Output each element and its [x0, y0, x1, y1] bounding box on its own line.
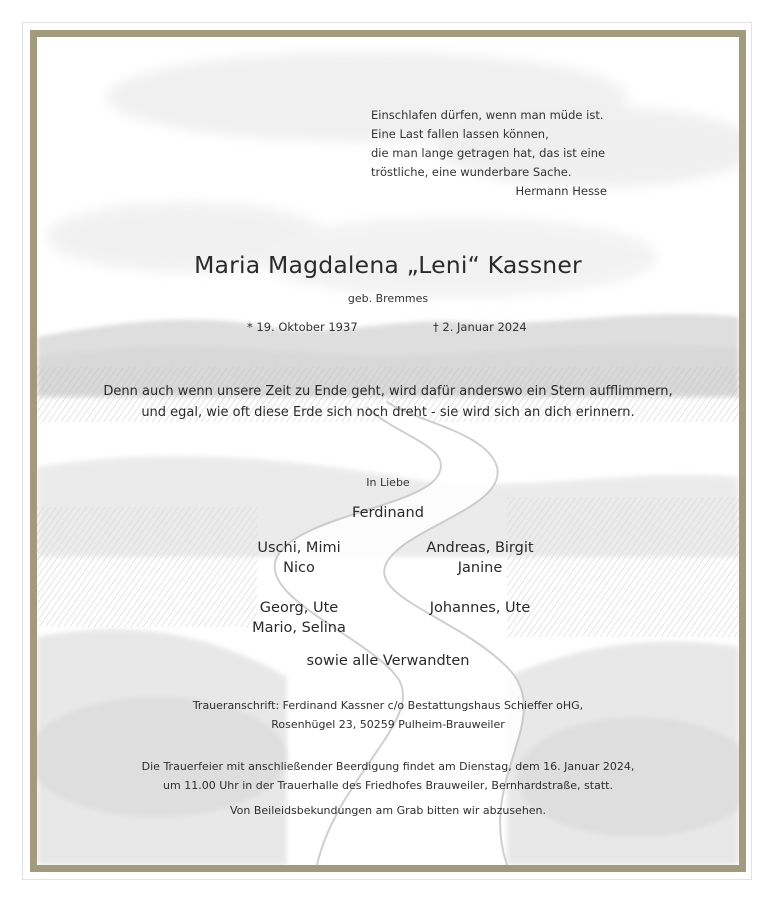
- ceremony-line: um 11.00 Uhr in der Trauerhalle des Friedhofes Brauweiler, Bernhardstraße, statt.: [163, 779, 613, 792]
- mourner-spouse: Ferdinand: [352, 505, 424, 521]
- mourner-name: Uschi, Mimi: [257, 540, 341, 556]
- poem-author: Hermann Hesse: [515, 184, 607, 198]
- mourner-name: Mario, Selina: [252, 620, 346, 636]
- mourner-name: Johannes, Ute: [429, 600, 531, 616]
- death-date: † 2. Januar 2024: [433, 320, 527, 334]
- verse-line: und egal, wie oft diese Erde sich noch dreht - sie wird sich an dich erinnern.: [141, 405, 635, 420]
- address-line: Rosenhügel 23, 50259 Pulheim-Brauweiler: [271, 718, 505, 731]
- mourner-name: Georg, Ute: [259, 600, 339, 616]
- poem-line: tröstliche, eine wunderbare Sache.: [371, 165, 572, 179]
- mourner-name: Andreas, Birgit: [426, 540, 534, 556]
- mourners-intro: In Liebe: [366, 476, 410, 489]
- poem-line: Eine Last fallen lassen können,: [371, 127, 549, 141]
- condolence-request: Von Beileidsbekundungen am Grab bitten wir abzusehen.: [229, 804, 547, 817]
- mourner-name: Janine: [457, 560, 503, 576]
- ceremony-line: Die Trauerfeier mit anschließender Beerdigung findet am Dienstag, dem 16. Januar 2024,: [141, 760, 635, 773]
- poem-line: die man lange getragen hat, das ist eine: [371, 146, 606, 160]
- birth-date: * 19. Oktober 1937: [247, 320, 358, 334]
- maiden-name: geb. Bremmes: [347, 292, 429, 305]
- mourners-relatives: sowie alle Verwandten: [306, 653, 470, 669]
- mourner-name: Nico: [283, 560, 315, 576]
- verse-line: Denn auch wenn unsere Zeit zu Ende geht, wird dafür anderswo ein Stern aufflimmern,: [103, 384, 673, 399]
- obituary-frame: [30, 30, 746, 872]
- address-line: Traueranschrift: Ferdinand Kassner c/o Bestattungshaus Schieffer oHG,: [192, 699, 584, 712]
- deceased-name: Maria Magdalena „Leni“ Kassner: [194, 251, 582, 279]
- poem-line: Einschlafen dürfen, wenn man müde ist.: [371, 108, 604, 122]
